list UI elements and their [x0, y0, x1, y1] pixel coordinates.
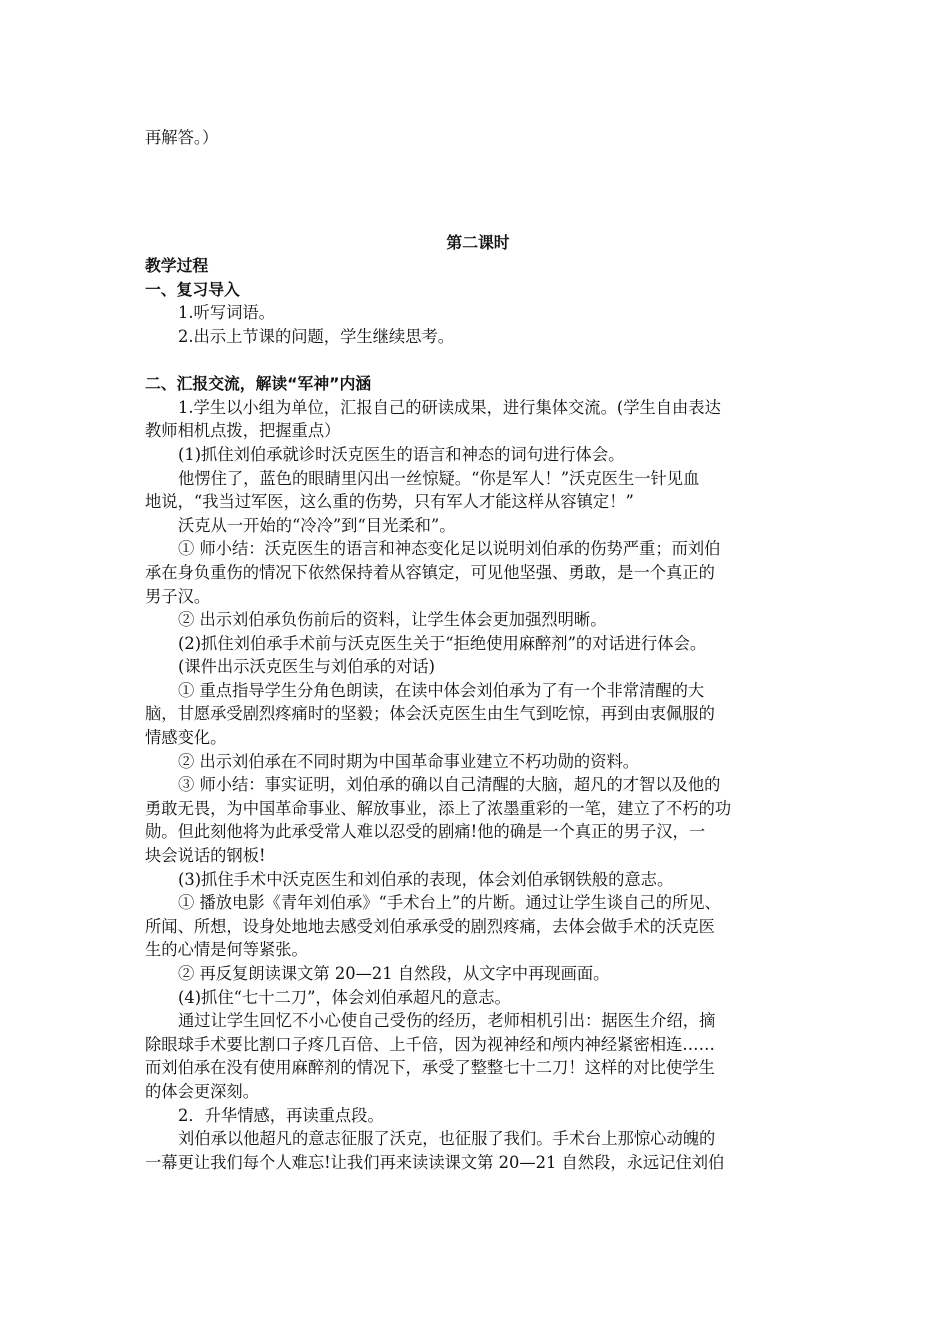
paragraph: 刘伯承以他超凡的意志征服了沃克，也征服了我们。手术台上那惊心动魄的 — [178, 1129, 716, 1149]
part1-heading: 一、复习导入 — [145, 279, 240, 299]
document-page — [145, 0, 811, 1174]
part2-heading: 二、汇报交流，解读“军神”内涵 — [145, 374, 372, 394]
paragraph: ② 出示刘伯承负伤前后的资料，让学生体会更加强烈明晰。 — [178, 610, 607, 630]
paragraph: 勋。但此刻他将为此承受常人难以忍受的剧痛!他的确是一个真正的男子汉，一 — [145, 822, 706, 842]
lesson-title: 第二课时 — [446, 232, 510, 252]
paragraph: 教师相机点拨，把握重点） — [145, 421, 341, 441]
paragraph: 1.听写词语。 — [178, 303, 275, 323]
paragraph: 沃克从一开始的“冷冷”到“目光柔和”。 — [178, 515, 456, 535]
paragraph: (4)抓住“七十二刀”，体会刘伯承超凡的意志。 — [178, 987, 511, 1007]
paragraph: (课件出示沃克医生与刘伯承的对话) — [178, 657, 435, 677]
paragraph: 地说，“我当过军医，这么重的伤势，只有军人才能这样从容镇定！” — [145, 492, 634, 512]
paragraph: 通过让学生回忆不小心使自己受伤的经历，老师相机引出：据医生介绍，摘 — [178, 1011, 716, 1031]
paragraph: 一幕更让我们每个人难忘!让我们再来读读课文第 20—21 自然段，永远记住刘伯 — [145, 1152, 725, 1172]
paragraph: (1)抓住刘伯承就诊时沃克医生的语言和神态的词句进行体会。 — [178, 444, 625, 464]
paragraph: 承在身负重伤的情况下依然保持着从容镇定，可见他坚强、勇敢，是一个真正的 — [145, 562, 715, 582]
paragraph: 除眼球手术要比割口子疼几百倍、上千倍，因为视神经和颅内神经紧密相连…… — [145, 1034, 715, 1054]
paragraph: 而刘伯承在没有使用麻醉剂的情况下，承受了整整七十二刀！这样的对比使学生 — [145, 1058, 715, 1078]
paragraph: 1.学生以小组为单位，汇报自己的研读成果，进行集体交流。(学生自由表达 — [178, 397, 721, 417]
paragraph: (3)抓住手术中沃克医生和刘伯承的表现，体会刘伯承钢铁般的意志。 — [178, 869, 674, 889]
paragraph: (2)抓住刘伯承手术前与沃克医生关于“拒绝使用麻醉剂”的对话进行体会。 — [178, 633, 707, 653]
paragraph: 男子汉。 — [145, 586, 211, 606]
paragraph: 情感变化。 — [145, 728, 227, 748]
paragraph: ② 再反复朗读课文第 20—21 自然段，从文字中再现画面。 — [178, 964, 610, 983]
paragraph: 他愣住了，蓝色的眼睛里闪出一丝惊疑。“你是军人！”沃克医生一针见血 — [178, 468, 700, 488]
paragraph: 脑，甘愿承受剧烈疼痛时的坚毅；体会沃克医生由生气到吃惊，再到由衷佩服的 — [145, 704, 715, 724]
continuation-text: 再解答。） — [145, 128, 219, 147]
paragraph: ① 播放电影《青年刘伯承》“手术台上”的片断。通过让学生谈自己的所见、 — [178, 893, 721, 913]
paragraph: 的体会更深刻。 — [145, 1081, 259, 1101]
paragraph: ③ 师小结：事实证明，刘伯承的确以自己清醒的大脑，超凡的才智以及他的 — [178, 775, 721, 795]
paragraph: 所闻、所想，设身处地地去感受刘伯承承受的剧烈疼痛，去体会做手术的沃克医 — [145, 916, 715, 936]
paragraph: ① 师小结：沃克医生的语言和神态变化足以说明刘伯承的伤势严重；而刘伯 — [178, 539, 721, 559]
paragraph: 生的心情是何等紧张。 — [145, 940, 308, 960]
paragraph: ② 出示刘伯承在不同时期为中国革命事业建立不朽功勋的资料。 — [178, 751, 640, 771]
section-heading: 教学过程 — [145, 256, 209, 276]
paragraph: 2.出示上节课的问题，学生继续思考。 — [178, 326, 455, 346]
paragraph: 勇敢无畏，为中国革命事业、解放事业，添上了浓墨重彩的一笔，建立了不朽的功 — [145, 798, 732, 818]
paragraph: ① 重点指导学生分角色朗读，在读中体会刘伯承为了有一个非常清醒的大 — [178, 680, 705, 700]
paragraph: 2．升华情感，再读重点段。 — [178, 1105, 384, 1125]
paragraph: 块会说话的钢板! — [145, 846, 266, 866]
